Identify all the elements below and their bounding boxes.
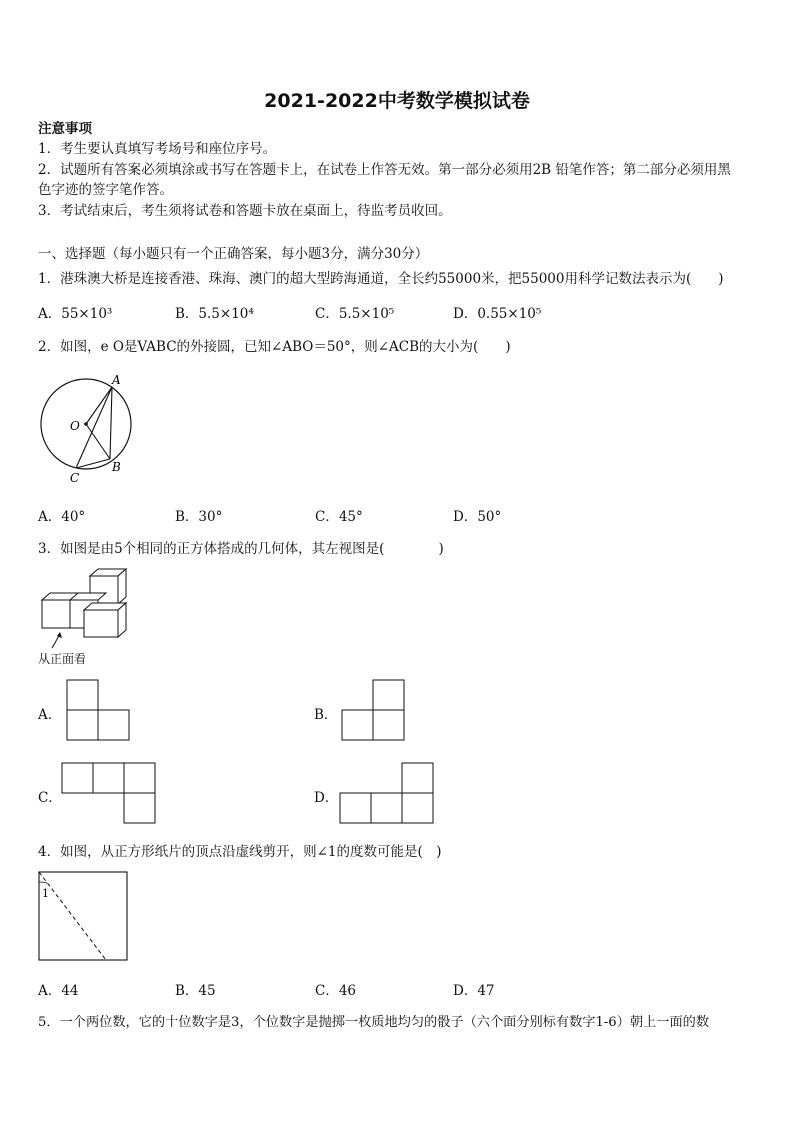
q3-option-c-figure[interactable] <box>61 762 157 824</box>
q3-option-b-figure[interactable] <box>341 679 407 741</box>
q1-option-a[interactable]: A．55×10³ <box>38 306 113 322</box>
q3-option-d[interactable]: D． <box>314 790 339 806</box>
q1-option-d[interactable]: D．0.55×10⁵ <box>453 306 542 322</box>
q2-option-c[interactable]: C．45° <box>315 509 363 525</box>
square-paper-figure <box>38 871 130 963</box>
question-1-stem: 1．港珠澳大桥是连接香港、珠海、澳门的超大型跨海通道，全长约55000米，把55000用科学记数法表示为( ) <box>38 271 724 287</box>
notice-item: 3．考试结束后，考生须将试卷和答题卡放在桌面上，待监考员收回。 <box>38 203 452 219</box>
q4-option-c[interactable]: C．46 <box>315 983 357 999</box>
section-heading: 一、选择题（每小题只有一个正确答案，每小题3分，满分30分） <box>38 246 429 262</box>
point-label-b: B <box>112 460 121 474</box>
question-3-stem: 3．如图是由5个相同的正方体搭成的几何体，其左视图是( ) <box>38 541 444 557</box>
q2-option-d[interactable]: D．50° <box>453 509 502 525</box>
point-label-c: C <box>70 471 80 485</box>
q2-option-b[interactable]: B．30° <box>175 509 223 525</box>
page-title: 2021-2022中考数学模拟试卷 <box>264 90 530 112</box>
q3-option-b[interactable]: B． <box>314 707 338 723</box>
circle-figure <box>36 372 146 490</box>
q3-option-a-figure[interactable] <box>66 679 132 741</box>
q1-option-c[interactable]: C．5.5×10⁵ <box>315 306 395 322</box>
notice-item: 2．试题所有答案必须填涂或书写在答题卡上，在试卷上作答无效。第一部分必须用2B 铅笔作答；第二部分必须用黑 <box>38 162 731 178</box>
view-caption: 从正面看 <box>38 652 87 666</box>
q1-option-b[interactable]: B．5.5×10⁴ <box>175 306 254 322</box>
question-5-stem: 5．一个两位数，它的十位数字是3，个位数字是抛掷一枚质地均匀的骰子（六个面分别标有数字1-6）朝上一面的数 <box>38 1015 710 1030</box>
notice-item: 色字迹的签字笔作答。 <box>38 182 173 198</box>
question-2-stem: 2．如图，e O是VABC的外接圆，已知∠ABO＝50°，则∠ACB的大小为( ) <box>38 339 511 355</box>
point-label-a: A <box>112 373 121 387</box>
point-label-o: O <box>70 419 80 433</box>
q4-option-b[interactable]: B．45 <box>175 983 216 999</box>
question-4-stem: 4．如图，从正方形纸片的顶点沿虚线剪开，则∠1的度数可能是( ) <box>38 844 442 860</box>
q4-option-d[interactable]: D．47 <box>453 983 495 999</box>
q2-option-a[interactable]: A．40° <box>38 509 86 525</box>
angle-label: 1 <box>42 887 49 900</box>
q4-option-a[interactable]: A．44 <box>38 983 79 999</box>
q3-option-a[interactable]: A． <box>38 707 62 723</box>
notice-item: 1．考生要认真填写考场号和座位序号。 <box>38 141 277 157</box>
notice-heading: 注意事项 <box>38 121 92 137</box>
cubes-figure <box>38 566 138 648</box>
q3-option-c[interactable]: C． <box>38 790 62 806</box>
q3-option-d-figure[interactable] <box>339 762 435 824</box>
